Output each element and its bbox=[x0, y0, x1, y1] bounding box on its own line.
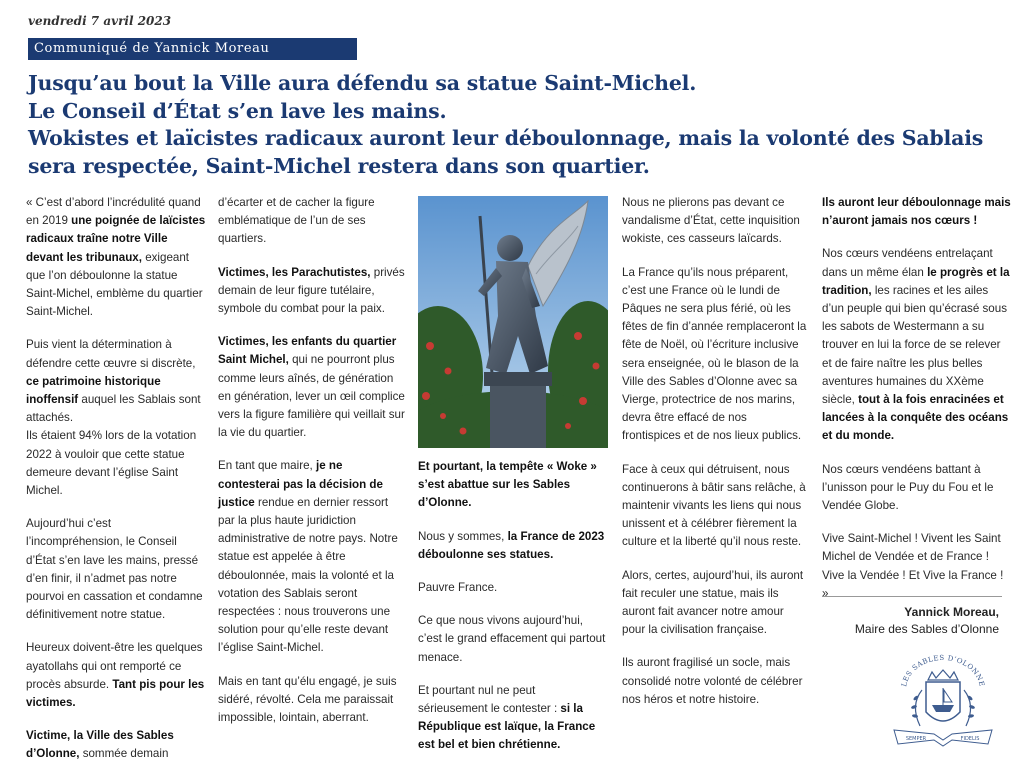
emphasis: une poignée de laïcistes radicaux traîne notre Ville devant les tribunaux, bbox=[26, 214, 206, 264]
text: qui ne pourront plus comme leurs aînés, de génération en génération, lever un œil complice vers la figure familière qui veillait sur la vie du quartier. bbox=[218, 353, 405, 440]
article-column-4 bbox=[622, 194, 808, 724]
emphasis: Et pourtant, la tempête « Woke » s’est abattue sur les Sables d’Olonne. bbox=[418, 460, 597, 510]
paragraph bbox=[418, 682, 608, 755]
text: Et pourtant nul ne peut sérieusement le contester : bbox=[418, 683, 561, 716]
headline-line-1: Jusqu’au bout la Ville aura défendu sa statue Saint-Michel. bbox=[28, 71, 697, 95]
text: les racines et les ailes d’un peuple qui bien qu’écrasé sous les sabots de Westermann a su trouver en lui la force de se relever et de faire naître les plus belles aventures humaines du XXème siècle, bbox=[822, 283, 1007, 407]
article-column-1 bbox=[26, 194, 206, 779]
statue-illustration bbox=[418, 196, 608, 448]
emphasis: Victimes, les Parachutistes, bbox=[218, 265, 371, 279]
paragraph bbox=[26, 727, 206, 763]
emphasis: tout à la fois enracinées et lancées à la conquête des océans et du monde. bbox=[822, 393, 1009, 443]
paragraph: Ce que nous vivons aujourd’hui, c’est le grand effacement qui partout menace. bbox=[418, 614, 606, 664]
emphasis: Victime, la Ville des Sables d’Olonne, bbox=[26, 729, 174, 761]
city-coat-of-arms-icon bbox=[886, 650, 1000, 750]
paragraph bbox=[218, 457, 406, 657]
signature bbox=[822, 604, 999, 638]
paragraph: Nos cœurs vendéens battant à l’unisson pour le Puy du Fou et le Vendée Globe. bbox=[822, 462, 994, 513]
text: Nos cœurs vendéens entrelaçant dans un même élan bbox=[822, 247, 993, 279]
headline-line-3: Wokistes et laïcistes radicaux auront leur déboulonnage, mais la volonté des Sablais sera respectée, Saint-Michel restera dans son quartier. bbox=[28, 126, 984, 178]
emphasis: Victimes, les enfants du quartier Saint Michel, bbox=[218, 335, 397, 367]
headline-line-2: Le Conseil d’État s’en lave les mains. bbox=[28, 98, 447, 123]
text: rendue en dernier ressort par la plus haute juridiction administrative de notre pays. Notre statue est appelée à être déboulonnée, mais la volonté et la votation des Sablais seront respectées : nous trouverons une solution pour qu’elle reste devant l’église Saint-Michel. bbox=[218, 495, 398, 655]
text: Nous y sommes, bbox=[418, 529, 508, 543]
text: « C’est d’abord l’incrédulité quand en 2019 bbox=[26, 196, 201, 228]
emphasis: la France de 2023 déboulonne ses statues. bbox=[418, 529, 605, 561]
paragraph bbox=[218, 264, 406, 319]
paragraph: Ils auront fragilisé un socle, mais consolidé notre volonté de célébrer nos héros et notre histoire. bbox=[622, 656, 803, 706]
emphasis: le progrès et la tradition, bbox=[822, 265, 1010, 297]
crest-ribbon-left: SEMPER bbox=[905, 736, 927, 742]
paragraph bbox=[418, 458, 608, 513]
paragraph: d’écarter et de cacher la figure emblématique de l’un de ses quartiers. bbox=[218, 196, 375, 246]
press-release-banner: Communiqué de Yannick Moreau bbox=[28, 38, 357, 60]
emphasis: si la République est laïque, la France est bel et bien chrétienne. bbox=[418, 702, 596, 752]
paragraph: Ils étaient 94% lors de la votation 2022 à vouloir que cette statue demeure devant l’église Saint Michel. bbox=[26, 429, 197, 498]
paragraph bbox=[26, 336, 206, 427]
text: Puis vient la détermination à défendre cette œuvre si discrète, bbox=[26, 338, 196, 370]
article-date: vendredi 7 avril 2023 bbox=[28, 14, 172, 28]
paragraph bbox=[418, 528, 608, 564]
paragraph: Face à ceux qui détruisent, nous continuerons à bâtir sans relâche, à maintenir vivants les liens qui nous unissent et à célébrer fièrement la culture et la liberté qu’il nous reste. bbox=[622, 462, 806, 549]
paragraph bbox=[218, 333, 406, 442]
paragraph bbox=[822, 245, 1012, 445]
emphasis: je ne contesterai pas la décision de justice bbox=[218, 459, 383, 509]
signature-divider bbox=[822, 596, 1002, 597]
paragraph: Aujourd’hui c’est l’incompréhension, le Conseil d’État s’en lave les mains, pressé d’en finir, il n’admet pas notre pourvoi en cassation et condamne définitivement notre statue. bbox=[26, 517, 203, 622]
signature-title: Maire des Sables d’Olonne bbox=[854, 622, 999, 636]
article-column-5 bbox=[822, 194, 1012, 618]
text: Heureux doivent-être les quelques ayatollahs qui ont remporté ce procès absurde. bbox=[26, 641, 203, 691]
article-column-3 bbox=[418, 458, 608, 770]
headline bbox=[28, 70, 1008, 180]
statue-saint-michel-photo bbox=[418, 196, 608, 448]
crest-svg bbox=[886, 650, 1000, 750]
signature-name: Yannick Moreau, bbox=[904, 605, 999, 619]
paragraph: La France qu’ils nous préparent, c’est une France où le lundi de Pâques ne sera plus férié, où les fêtes de fin d’année remplaceront la fête de Noël, où l’écriture inclusive sera enseignée, où le blason de la Ville des Sables d’Olonne avec sa Vierge, protectrice de nos marins, devra être effacé de nos frontispices et de nos lieux publics. bbox=[622, 265, 807, 443]
crest-arc-text: LES SABLES D’OLONNE bbox=[900, 653, 986, 688]
paragraph bbox=[26, 194, 206, 321]
text: auquel les Sablais sont attachés. bbox=[26, 393, 201, 425]
emphasis: Ils auront leur déboulonnage mais n’auront jamais nos cœurs ! bbox=[822, 196, 1011, 228]
emphasis: Tant pis pour les victimes. bbox=[26, 677, 205, 710]
paragraph: Alors, certes, aujourd’hui, ils auront fait reculer une statue, mais ils auront fait avancer notre amour pour la civilisation française. bbox=[622, 568, 804, 637]
paragraph: Nous ne plierons pas devant ce vandalisme d’État, cette inquisition wokiste, ces casseurs laïcards. bbox=[622, 196, 800, 246]
article-column-2 bbox=[218, 194, 406, 742]
text: privés demain de leur figure tutélaire, symbole du combat pour la paix. bbox=[218, 265, 405, 316]
crest-ribbon-right: FIDELIS bbox=[960, 736, 980, 742]
paragraph bbox=[822, 194, 1012, 230]
paragraph: Mais en tant qu’élu engagé, je suis sidéré, révolté. Cela me paraissait impossible, lointain, aberrant. bbox=[218, 674, 397, 725]
emphasis: ce patrimoine historique inoffensif bbox=[26, 374, 161, 407]
text: sommée demain bbox=[79, 747, 169, 761]
paragraph bbox=[26, 639, 206, 712]
text: exigeant que l’on déboulonne la statue Saint-Michel, emblème du quartier Saint-Michel. bbox=[26, 250, 203, 319]
paragraph: Pauvre France. bbox=[418, 581, 498, 595]
paragraph: Vive Saint-Michel ! Vivent les Saint Michel de Vendée et de France ! Vive la Vendée ! Et Vive la France ! » bbox=[822, 532, 1004, 600]
text: En tant que maire, bbox=[218, 459, 316, 473]
